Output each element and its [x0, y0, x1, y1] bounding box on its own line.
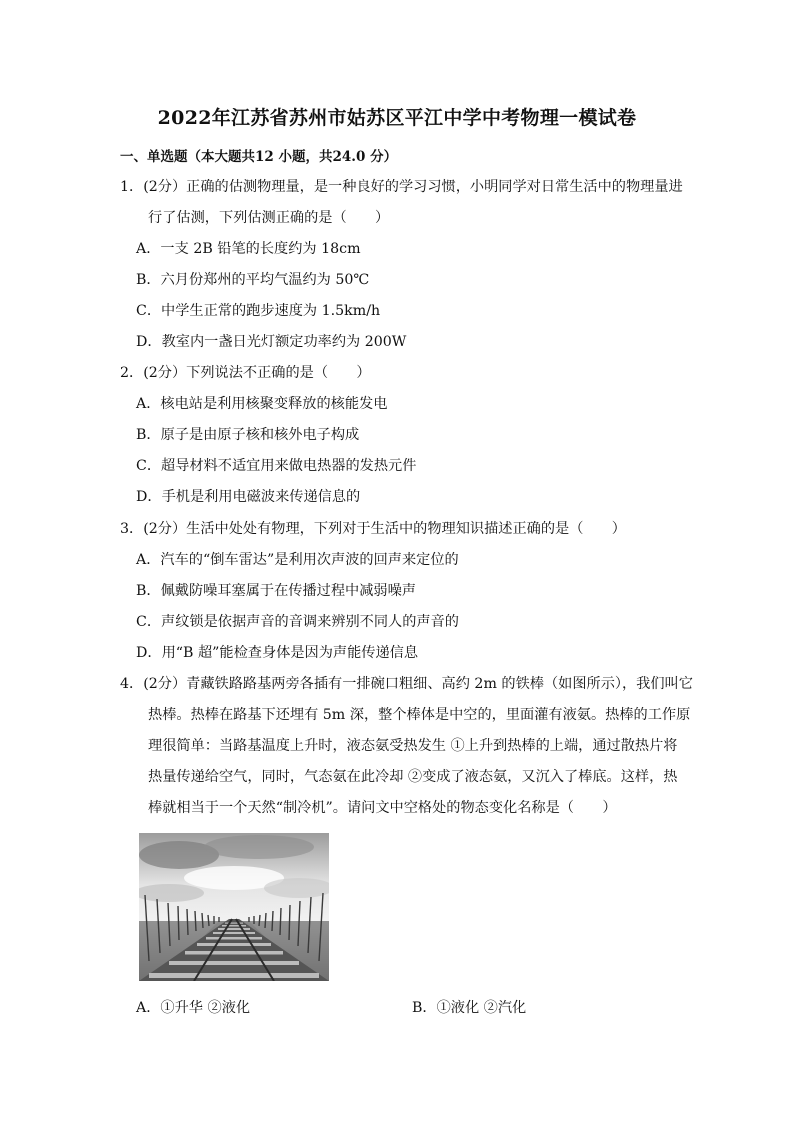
q3-option-c: C．声纹锁是依据声音的音调来辨别不同人的声音的	[136, 614, 459, 630]
q4-stem-line-3: 理很简单：当路基温度上升时，液态氨受热发生 ①上升到热棒的上端，通过散热片将	[148, 738, 678, 754]
q3-option-b: B．佩戴防噪耳塞属于在传播过程中减弱噪声	[136, 583, 416, 599]
q4-stem-line-4: 热量传递给空气，同时，气态氨在此冷却 ②变成了液态氨，又沉入了棒底。这样，热	[148, 769, 678, 785]
q4-stem-line-2: 热棒。热棒在路基下还埋有 5m 深，整个棒体是中空的，里面灌有液氨。热棒的工作原	[148, 707, 691, 723]
q2-option-d: D．手机是利用电磁波来传递信息的	[136, 489, 361, 505]
q1-option-b: B．六月份郑州的平均气温约为 50℃	[136, 272, 370, 288]
q1-stem-line-1: 1．(2分）正确的估测物理量，是一种良好的学习习惯，小明同学对日常生活中的物理量进	[120, 179, 683, 195]
q3-stem: 3．(2分）生活中处处有物理，下列对于生活中的物理知识描述正确的是（ ）	[120, 521, 626, 537]
q4-option-b: B．①液化 ②汽化	[412, 1000, 527, 1016]
q1-option-a: A．一支 2B 铅笔的长度约为 18cm	[136, 241, 361, 257]
q4-stem-line-1: 4．(2分）青藏铁路路基两旁各插有一排碗口粗细、高约 2m 的铁棒（如图所示），我们叫它	[120, 676, 693, 692]
q4-stem-line-5: 棒就相当于一个天然“制冷机”。请问文中空格处的物态变化名称是（ ）	[148, 800, 617, 816]
railway-photo	[139, 833, 329, 981]
q1-option-c: C．中学生正常的跑步速度为 1.5km/h	[136, 303, 381, 319]
q1-stem-line-2: 行了估测，下列估测正确的是（ ）	[148, 210, 390, 226]
q4-option-a: A．①升华 ②液化	[136, 1000, 251, 1016]
q3-option-a: A．汽车的“倒车雷达”是利用次声波的回声来定位的	[136, 552, 459, 568]
q1-option-d: D．教室内一盏日光灯额定功率约为 200W	[136, 334, 407, 350]
q2-option-a: A．核电站是利用核聚变释放的核能发电	[136, 396, 388, 412]
page-title: 2022年江苏省苏州市姑苏区平江中学中考物理一模试卷	[157, 107, 637, 129]
q2-option-c: C．超导材料不适宜用来做电热器的发热元件	[136, 458, 417, 474]
section-heading: 一、单选题（本大题共12 小题，共24.0 分）	[120, 149, 398, 165]
q3-option-d: D．用“B 超”能检查身体是因为声能传递信息	[136, 645, 419, 661]
q2-stem: 2．(2分）下列说法不正确的是（ ）	[120, 365, 371, 381]
q2-option-b: B．原子是由原子核和核外电子构成	[136, 427, 360, 443]
